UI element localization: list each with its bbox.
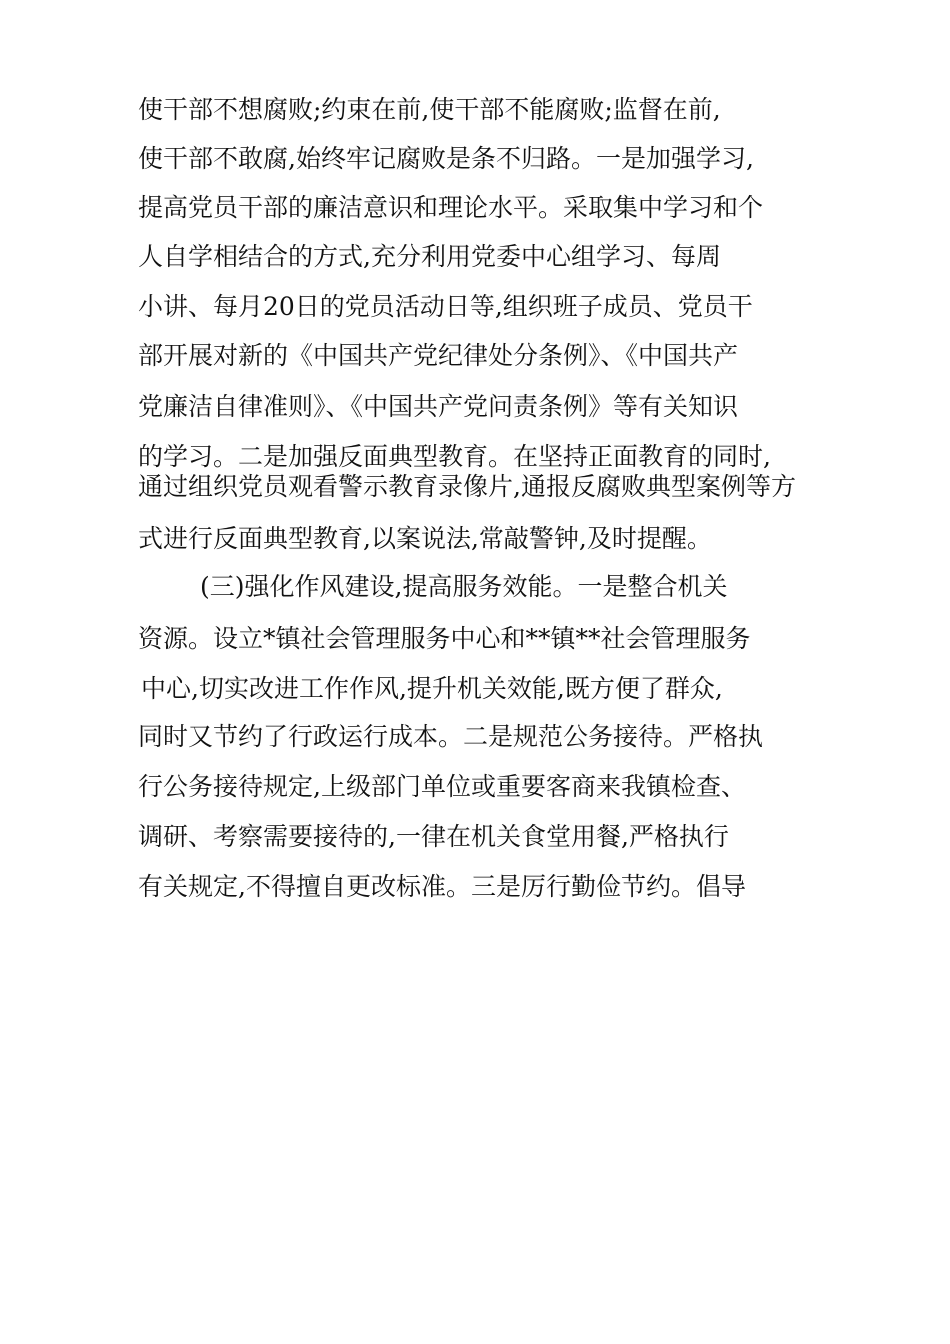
text-line-17: 有关规定,不得擅自更改标准。三是厉行勤俭节约。倡导 xyxy=(138,872,746,901)
text-line-1: 使干部不想腐败;约束在前,使干部不能腐败;监督在前, xyxy=(138,95,721,124)
text-line-8: 的学习。二是加强反面典型教育。在坚持正面教育的同时, xyxy=(138,442,771,471)
text-line-16: 调研、考察需要接待的,一律在机关食堂用餐,严格执行 xyxy=(138,822,729,851)
text-line-7: 党廉洁自律准则》、《中国共产党问责条例》等有关知识 xyxy=(138,392,739,421)
text-line-6: 部开展对新的《中国共产党纪律处分条例》、《中国共产 xyxy=(138,341,739,370)
text-line-15: 行公务接待规定,上级部门单位或重要客商来我镇检查、 xyxy=(138,772,746,801)
text-line-13: 中心,切实改进工作作风,提升机关效能,既方便了群众, xyxy=(141,674,723,703)
text-line-11: (三)强化作风建设,提高服务效能。一是整合机关 xyxy=(200,572,728,601)
text-line-3: 提高党员干部的廉洁意识和理论水平。采取集中学习和个 xyxy=(138,193,764,222)
text-line-5: 小讲、每月20日的党员活动日等,组织班子成员、党员干 xyxy=(138,292,753,321)
text-line-9: 通过组织党员观看警示教育录像片,通报反腐败典型案例等方 xyxy=(138,472,796,501)
text-line-14: 同时又节约了行政运行成本。二是规范公务接待。严格执 xyxy=(138,722,764,751)
text-line-10: 式进行反面典型教育,以案说法,常敲警钟,及时提醒。 xyxy=(138,524,712,553)
text-line-12: 资源。设立*镇社会管理服务中心和**镇**社会管理服务 xyxy=(138,624,751,653)
text-line-2: 使干部不敢腐,始终牢记腐败是条不归路。一是加强学习, xyxy=(138,144,754,173)
text-line-4: 人自学相结合的方式,充分利用党委中心组学习、每周 xyxy=(138,242,721,271)
